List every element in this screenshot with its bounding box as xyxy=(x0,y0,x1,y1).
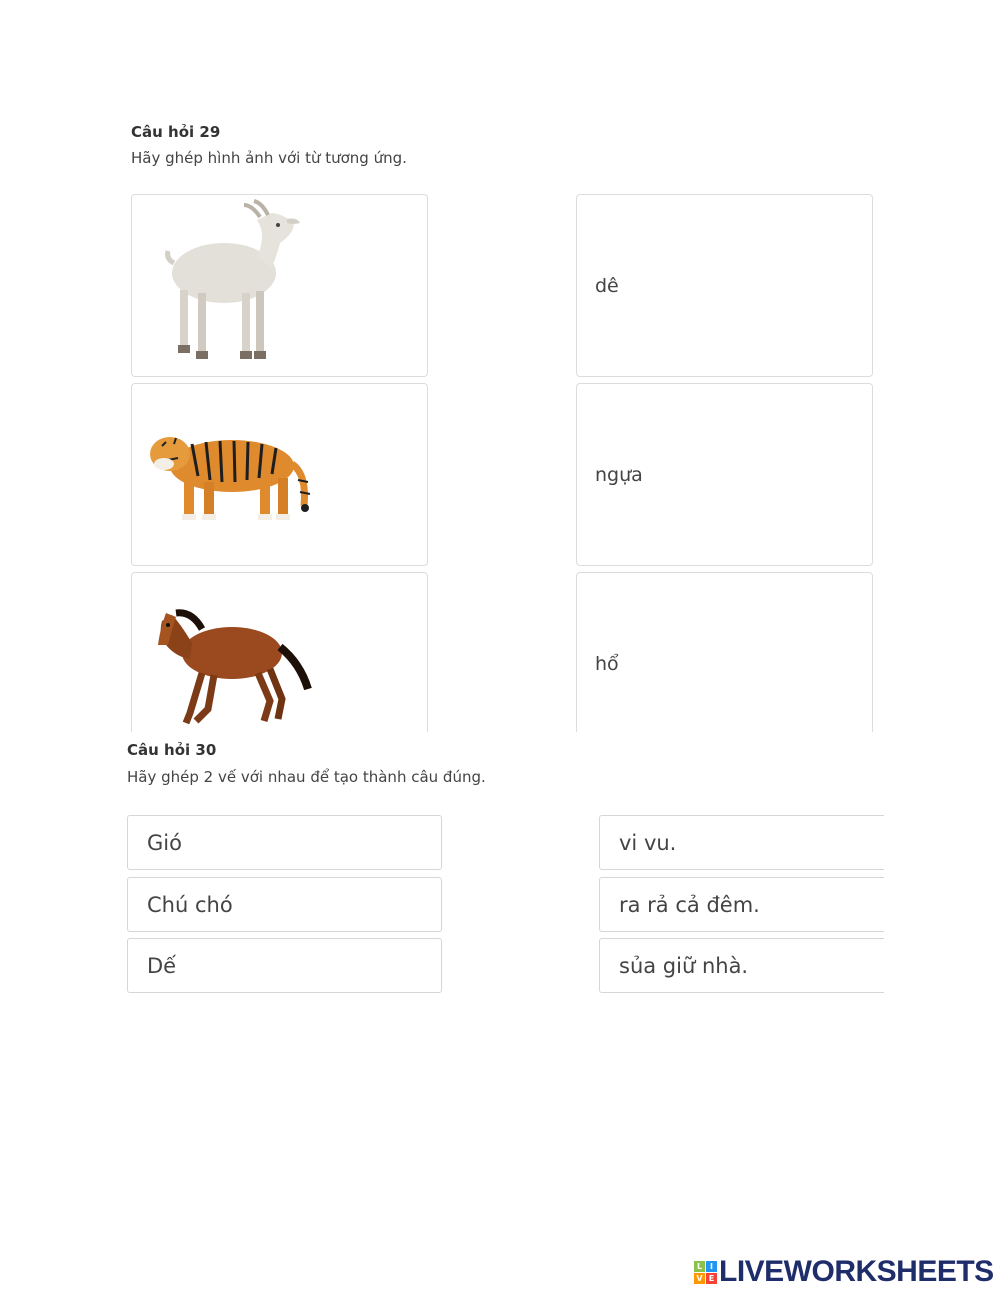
logo-text: LIVEWORKSHEETS xyxy=(719,1255,994,1288)
image-card-tiger[interactable] xyxy=(131,383,428,566)
left-phrase-card[interactable]: Gió xyxy=(127,815,442,870)
goat-image xyxy=(132,195,428,377)
image-card-goat[interactable] xyxy=(131,194,428,377)
right-phrase-card[interactable]: sủa giữ nhà. xyxy=(599,938,884,993)
word-card[interactable]: dê xyxy=(576,194,873,377)
question-29-title: Câu hỏi 29 xyxy=(131,123,221,141)
left-phrase-card[interactable]: Dế xyxy=(127,938,442,993)
horse-image xyxy=(132,573,428,732)
image-card-horse[interactable] xyxy=(131,572,428,732)
question-30-instruction: Hãy ghép 2 vế với nhau để tạo thành câu đúng. xyxy=(127,768,486,786)
question-30-title: Câu hỏi 30 xyxy=(127,741,217,759)
left-phrase-card[interactable]: Chú chó xyxy=(127,877,442,932)
right-phrase-card[interactable]: ra rả cả đêm. xyxy=(599,877,884,932)
liveworksheets-logo xyxy=(694,1255,994,1289)
logo-tile: E xyxy=(706,1273,717,1284)
word-card[interactable]: hổ xyxy=(576,572,873,732)
logo-tile: L xyxy=(694,1261,705,1272)
logo-tile: V xyxy=(694,1273,705,1284)
logo-tiles-icon xyxy=(694,1261,717,1284)
question-29-instruction: Hãy ghép hình ảnh với từ tương ứng. xyxy=(131,149,407,167)
right-phrases-area xyxy=(598,810,884,1000)
logo-tile: I xyxy=(706,1261,717,1272)
word-card[interactable]: ngựa xyxy=(576,383,873,566)
right-phrase-card[interactable]: vi vu. xyxy=(599,815,884,870)
tiger-image xyxy=(132,384,428,566)
